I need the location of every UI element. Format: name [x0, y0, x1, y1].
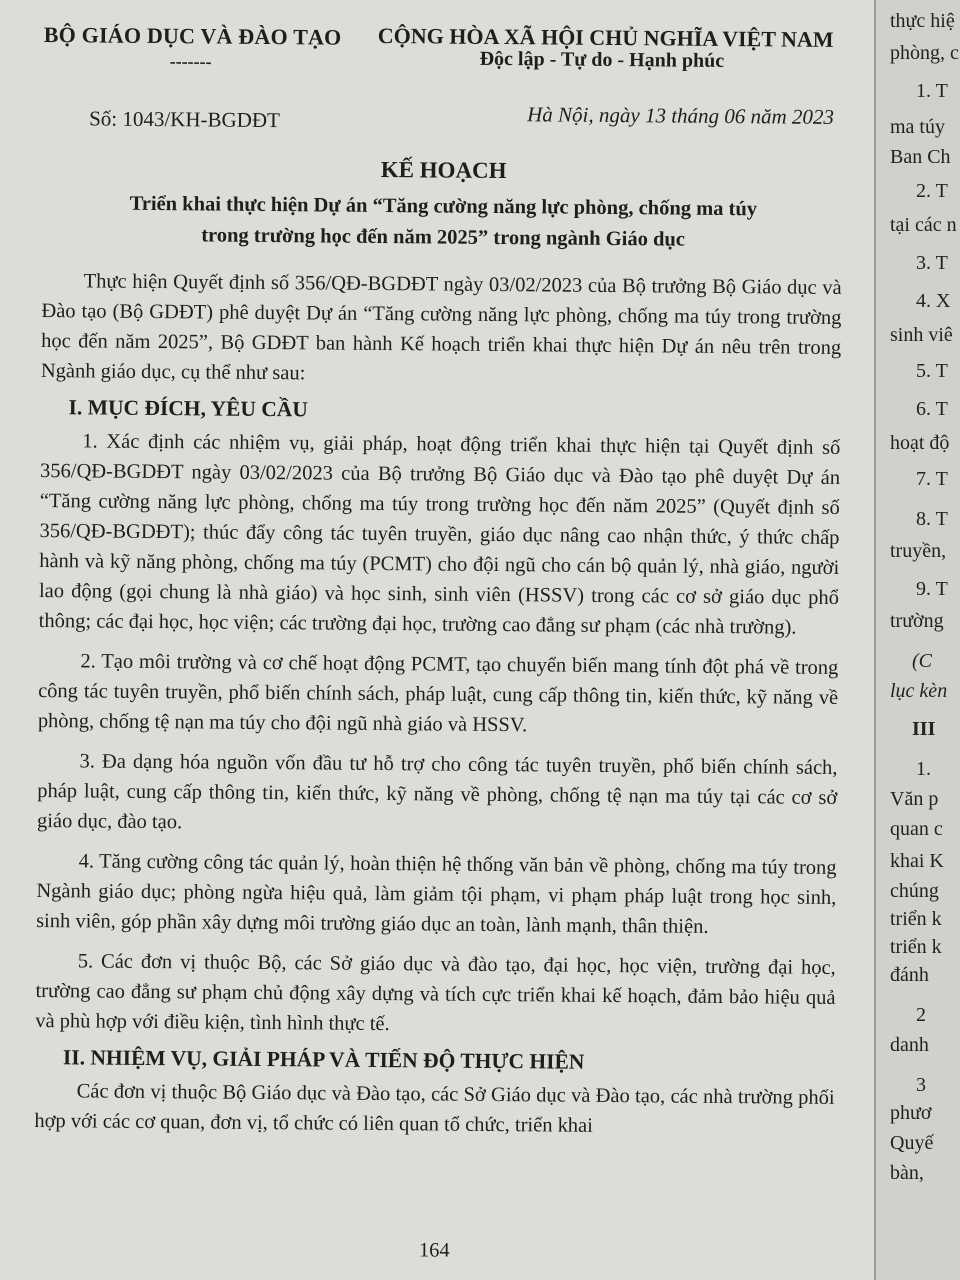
agency-name: BỘ GIÁO DỤC VÀ ĐÀO TẠO [43, 22, 342, 50]
facing-page-line: 4. X [916, 290, 951, 312]
facing-page-line: trường [890, 610, 944, 632]
place-and-date: Hà Nội, ngày 13 tháng 06 năm 2023 [527, 102, 835, 129]
national-motto: Độc lập - Tự do - Hạnh phúc [479, 47, 725, 72]
section-1-item-5: 5. Các đơn vị thuộc Bộ, các Sở giáo dục và đào tạo, đại học, học viện, trường đại học, trường cao đẳng sư phạm chủ động xây dựng và tích cực triển khai kế hoạch, đảm bảo hiệu quả và phù hợp với điều kiện, tình hình thực tế. [35, 950, 836, 1036]
facing-page-line: 5. T [916, 360, 948, 382]
document-body [34, 266, 842, 1143]
intro-paragraph: Thực hiện Quyết định số 356/QĐ-BGDĐT ngày 03/02/2023 của Bộ trưởng Bộ Giáo dục và Đào tạo (Bộ GDĐT) phê duyệt Dự án “Tăng cường năng lực phòng, chống ma túy trong trường học đến năm 2025”, Bộ GDĐT ban hành Kế hoạch triển khai thực hiện Dự án nêu trên trong Ngành giáo dục, cụ thể như sau: [40, 270, 842, 385]
document-subtitle [38, 188, 849, 257]
facing-page-line: 8. T [916, 508, 948, 530]
facing-page-line: phươ [890, 1102, 932, 1124]
facing-page-line: quan c [890, 818, 943, 840]
facing-page-line: thực hiệ [890, 10, 955, 32]
page-number: 164 [418, 1239, 450, 1262]
facing-page-line: III [912, 718, 936, 740]
section-1-heading: I. MỤC ĐÍCH, YÊU CẦU [68, 395, 308, 422]
document-title: KẾ HOẠCH [380, 156, 507, 184]
facing-page-line: triển k [890, 936, 942, 958]
facing-page-line: truyền, [890, 540, 947, 562]
facing-page-line: (C [912, 650, 932, 672]
facing-page-line: triển k [890, 908, 942, 930]
nation-name: CỘNG HÒA XÃ HỘI CHỦ NGHĨA VIỆT NAM [377, 22, 834, 52]
document-header [39, 18, 850, 95]
facing-page-line: 9. T [916, 578, 948, 600]
facing-page-line: sinh viê [890, 324, 953, 346]
facing-page-fragment [874, 0, 960, 1280]
facing-page-line: khai K [890, 850, 944, 872]
section-1-item-4: 4. Tăng cường công tác quản lý, hoàn thiện hệ thống văn bản về phòng, chống ma túy trong Ngành giáo dục; phòng ngừa hiệu quả, làm giảm tội phạm, vi phạm pháp luật trong học sinh, sinh viên, góp phần xây dựng môi trường giáo dục an toàn, lành mạnh, thân thiện. [36, 850, 837, 938]
facing-page-line: 3 [916, 1074, 926, 1096]
section-2-heading: II. NHIỆM VỤ, GIẢI PHÁP VÀ TIẾN ĐỘ THỰC HIỆN [62, 1045, 585, 1074]
facing-page-line: 7. T [916, 468, 948, 490]
facing-page-line: lục kèn [890, 680, 948, 702]
facing-page-line: 6. T [916, 398, 948, 420]
page-content [34, 18, 850, 1262]
facing-page-line: Quyế [890, 1132, 934, 1154]
subtitle-line-1: Triển khai thực hiện Dự án “Tăng cường năng lực phòng, chống ma túy [129, 192, 758, 221]
facing-page-line: 1. T [916, 80, 948, 102]
facing-page-line: bàn, [890, 1162, 924, 1184]
facing-page-line: 3. T [916, 252, 948, 274]
section-1-item-3: 3. Đa dạng hóa nguồn vốn đầu tư hỗ trợ cho công tác tuyên truyền, phổ biến chính sách, pháp luật, cung cấp thông tin, kiến thức, kỹ năng về phòng, chống tệ nạn ma túy tại các cơ sở giáo dục, đào tạo. [36, 750, 838, 834]
facing-page-line: tại các n [890, 214, 957, 236]
facing-page-line: chúng [890, 880, 939, 902]
section-1-item-2: 2. Tạo môi trường và cơ chế hoạt động PCMT, tạo chuyển biến mang tính đột phá về trong công tác tuyên truyền, phổ biến chính sách, pháp luật, cung cấp thông tin, kiến thức, kỹ năng về phòng, chống tệ nạn ma túy cho đội ngũ nhà giáo và HSSV. [37, 650, 839, 737]
section-2-intro: Các đơn vị thuộc Bộ Giáo dục và Đào tạo, các Sở Giáo dục và Đào tạo, các nhà trường phối hợp với các cơ quan, đơn vị, tổ chức có liên quan tổ chức, triển khai [34, 1080, 835, 1137]
facing-page-line: Văn p [890, 788, 939, 810]
facing-page-line: 2. T [916, 180, 948, 202]
agency-underline: ------- [169, 51, 212, 72]
facing-page-line: đánh [890, 964, 929, 986]
facing-page-line: 1. [916, 758, 931, 780]
facing-page-line: 2 [916, 1004, 926, 1026]
facing-page-line: Ban Ch [890, 146, 951, 168]
document-number: Số: 1043/KH-BGDĐT [89, 106, 280, 133]
section-1-item-1: 1. Xác định các nhiệm vụ, giải pháp, hoạt động triển khai thực hiện tại Quyết định số 356/QĐ-BGDĐT ngày 03/02/2023 của Bộ trưởng Bộ Giáo dục và Đào tạo phê duyệt Dự án “Tăng cường năng lực phòng, chống ma túy trong trường học đến năm 2025” (Quyết định số 356/QĐ-BGDĐT); thúc đẩy công tác tuyên truyền, giáo dục nâng cao nhận thức, ý thức chấp hành và kỹ năng phòng, chống ma túy (PCMT) cho đội ngũ cho cán bộ quản lý, nhà giáo, người lao động (gọi chung là nhà giáo) và học sinh, sinh viên (HSSV) trong các cơ sở giáo dục phổ thông; các đại học, học viện; các trường đại học, trường cao đẳng sư phạm (các nhà trường). [38, 430, 841, 639]
facing-page-line: danh [890, 1034, 929, 1056]
facing-page-line: hoạt độ [890, 432, 950, 454]
subtitle-line-2: trong trường học đến năm 2025” trong ngành Giáo dục [201, 224, 686, 251]
facing-page-line: ma túy [890, 116, 945, 138]
facing-page-line: phòng, c [890, 42, 959, 64]
